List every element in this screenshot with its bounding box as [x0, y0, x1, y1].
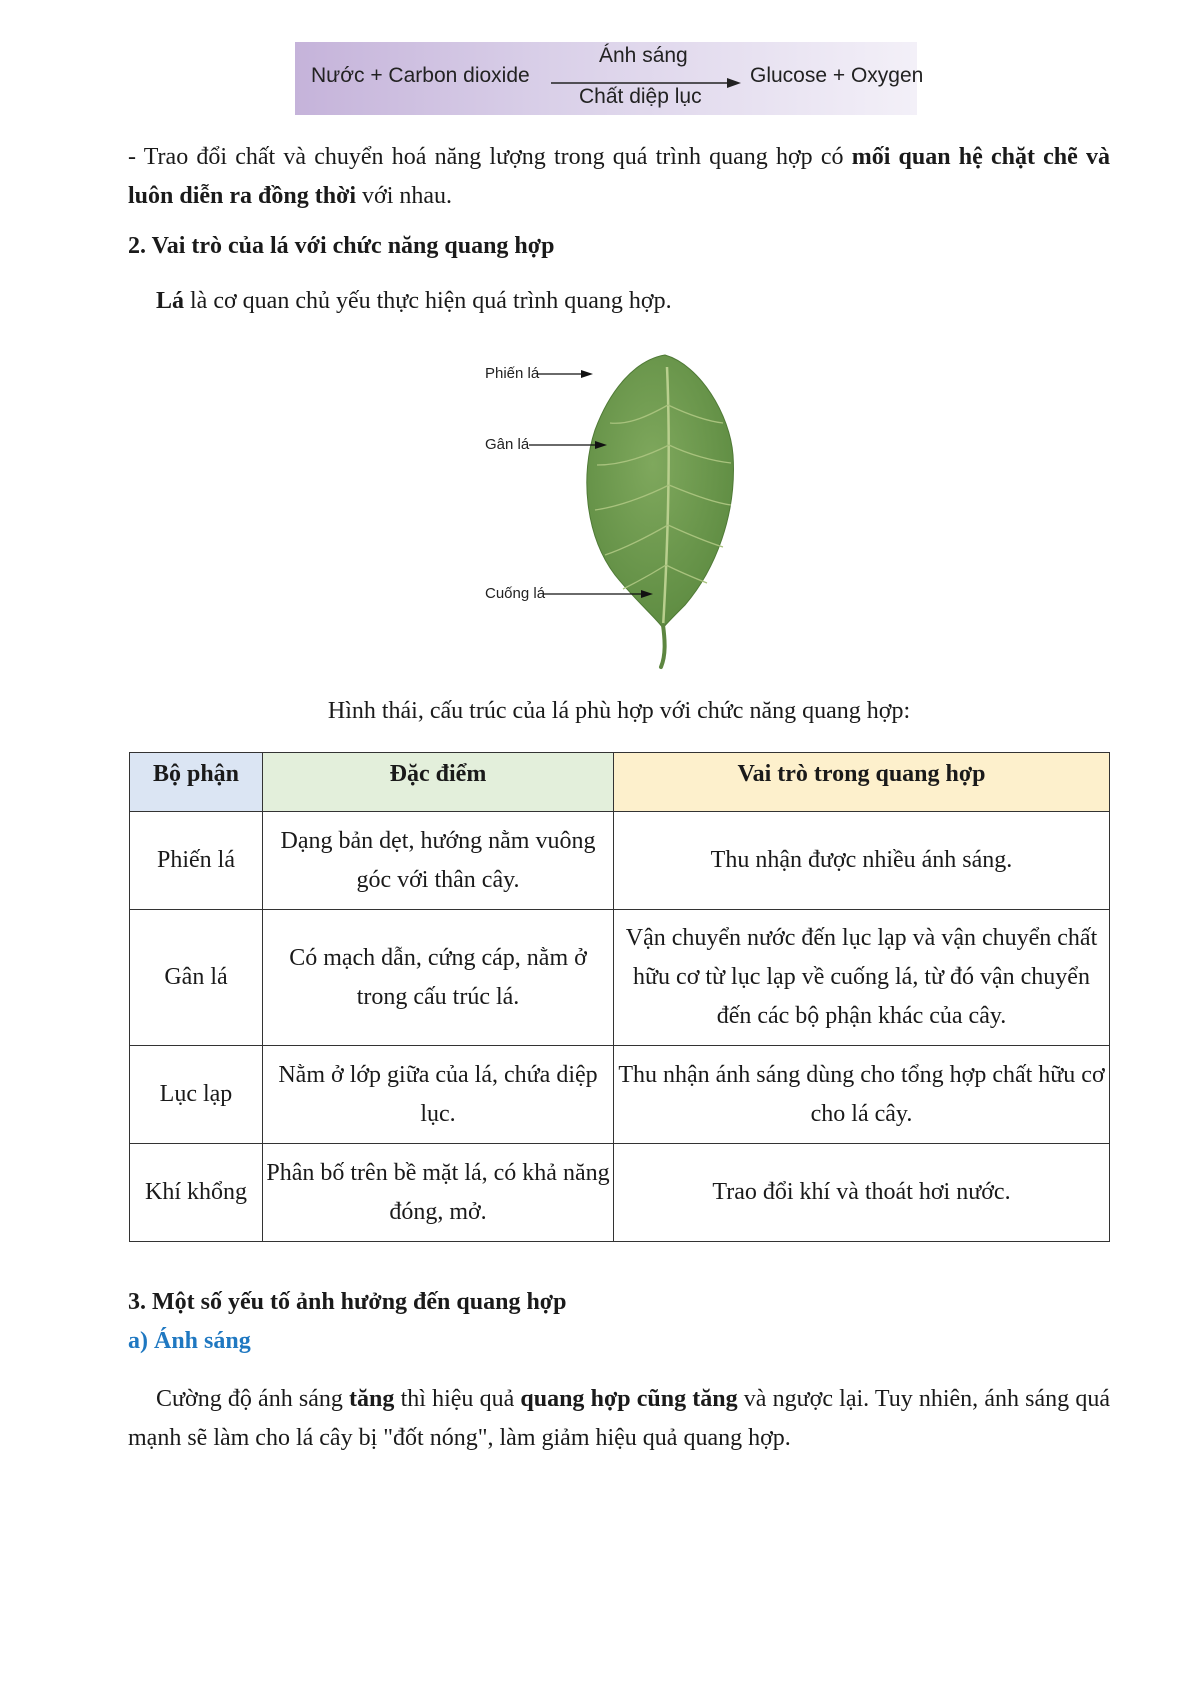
section-3-heading: 3. Một số yếu tố ảnh hưởng đến quang hợp [128, 1289, 567, 1315]
table-header-row [130, 753, 1110, 812]
cell-role: Thu nhận được nhiều ánh sáng. [614, 812, 1110, 910]
energy-conversion-paragraph [128, 138, 1110, 216]
label-leaf-petiole: Cuống lá [485, 585, 546, 602]
leaf-intro-text: là cơ quan chủ yếu thực hiện quá trình quang hợp. [184, 288, 672, 314]
cell-part: Gân lá [130, 910, 263, 1046]
leaf-blade-shape [587, 355, 734, 628]
table-row [130, 812, 1110, 910]
leaf-intro-bold: Lá [156, 288, 185, 314]
cell-role: Vận chuyển nước đến lục lạp và vận chuyển chất hữu cơ từ lục lạp về cuống lá, từ đó vận chuyển đến các bộ phận khác của cây. [614, 910, 1110, 1046]
cell-feature: Dạng bản dẹt, hướng nằm vuông góc với thân cây. [263, 812, 614, 910]
para1-bold: mối quan hệ chặt chẽ và luôn diễn ra đồng thời [128, 144, 1110, 209]
p3-text-3: và ngược lại. Tuy nhiên, ánh sáng quá mạnh sẽ làm cho lá cây bị "đốt nóng", làm giảm hiệu quả quang hợp. [128, 1386, 1110, 1451]
cell-part: Khí khổng [130, 1144, 263, 1242]
label-leaf-vein: Gân lá [485, 436, 530, 453]
cell-part: Phiến lá [130, 812, 263, 910]
table-row [130, 910, 1110, 1046]
header-feature: Đặc điểm [263, 753, 614, 812]
leaf-structure-table [129, 752, 1110, 1242]
header-part: Bộ phận [130, 753, 263, 812]
p3-bold-2: quang hợp cũng tăng [520, 1386, 738, 1412]
light-intensity-paragraph [128, 1380, 1110, 1458]
cell-feature: Phân bố trên bề mặt lá, có khả năng đóng, mở. [263, 1144, 614, 1242]
table-row [130, 1046, 1110, 1144]
cell-feature: Có mạch dẫn, cứng cáp, nằm ở trong cấu trúc lá. [263, 910, 614, 1046]
para1-text: - Trao đổi chất và chuyển hoá năng lượng trong quá trình quang hợp có [128, 144, 852, 170]
label-leaf-blade: Phiến lá [485, 365, 540, 382]
cell-role: Trao đổi khí và thoát hơi nước. [614, 1144, 1110, 1242]
p3-text-1: Cường độ ánh sáng [156, 1386, 350, 1412]
arrow-leaf-blade-icon [581, 370, 593, 378]
equation-condition-chlorophyll: Chất diệp lục [579, 85, 702, 108]
cell-role: Thu nhận ánh sáng dùng cho tổng hợp chất hữu cơ cho lá cây. [614, 1046, 1110, 1144]
p3-text-2: thì hiệu quả [394, 1386, 521, 1412]
cell-feature: Nằm ở lớp giữa của lá, chứa diệp lục. [263, 1046, 614, 1144]
cell-part: Lục lạp [130, 1046, 263, 1144]
section-2-heading: 2. Vai trò của lá với chức năng quang hợp [128, 233, 555, 259]
equation-products: Glucose + Oxygen [750, 64, 924, 87]
leaf-diagram [485, 345, 755, 670]
equation-reactants: Nước + Carbon dioxide [311, 64, 530, 87]
leaf-intro [156, 288, 672, 315]
equation-condition-light: Ánh sáng [599, 44, 688, 67]
table-row [130, 1144, 1110, 1242]
header-role: Vai trò trong quang hợp [614, 753, 1110, 812]
p3-bold-1: tăng [349, 1386, 395, 1412]
subsection-light-heading: a) Ánh sáng [128, 1328, 251, 1354]
leaf-petiole [661, 625, 665, 667]
para1-end: với nhau. [356, 183, 453, 209]
figure-caption: Hình thái, cấu trúc của lá phù hợp với chức năng quang hợp: [327, 698, 911, 724]
photosynthesis-equation [295, 42, 924, 115]
